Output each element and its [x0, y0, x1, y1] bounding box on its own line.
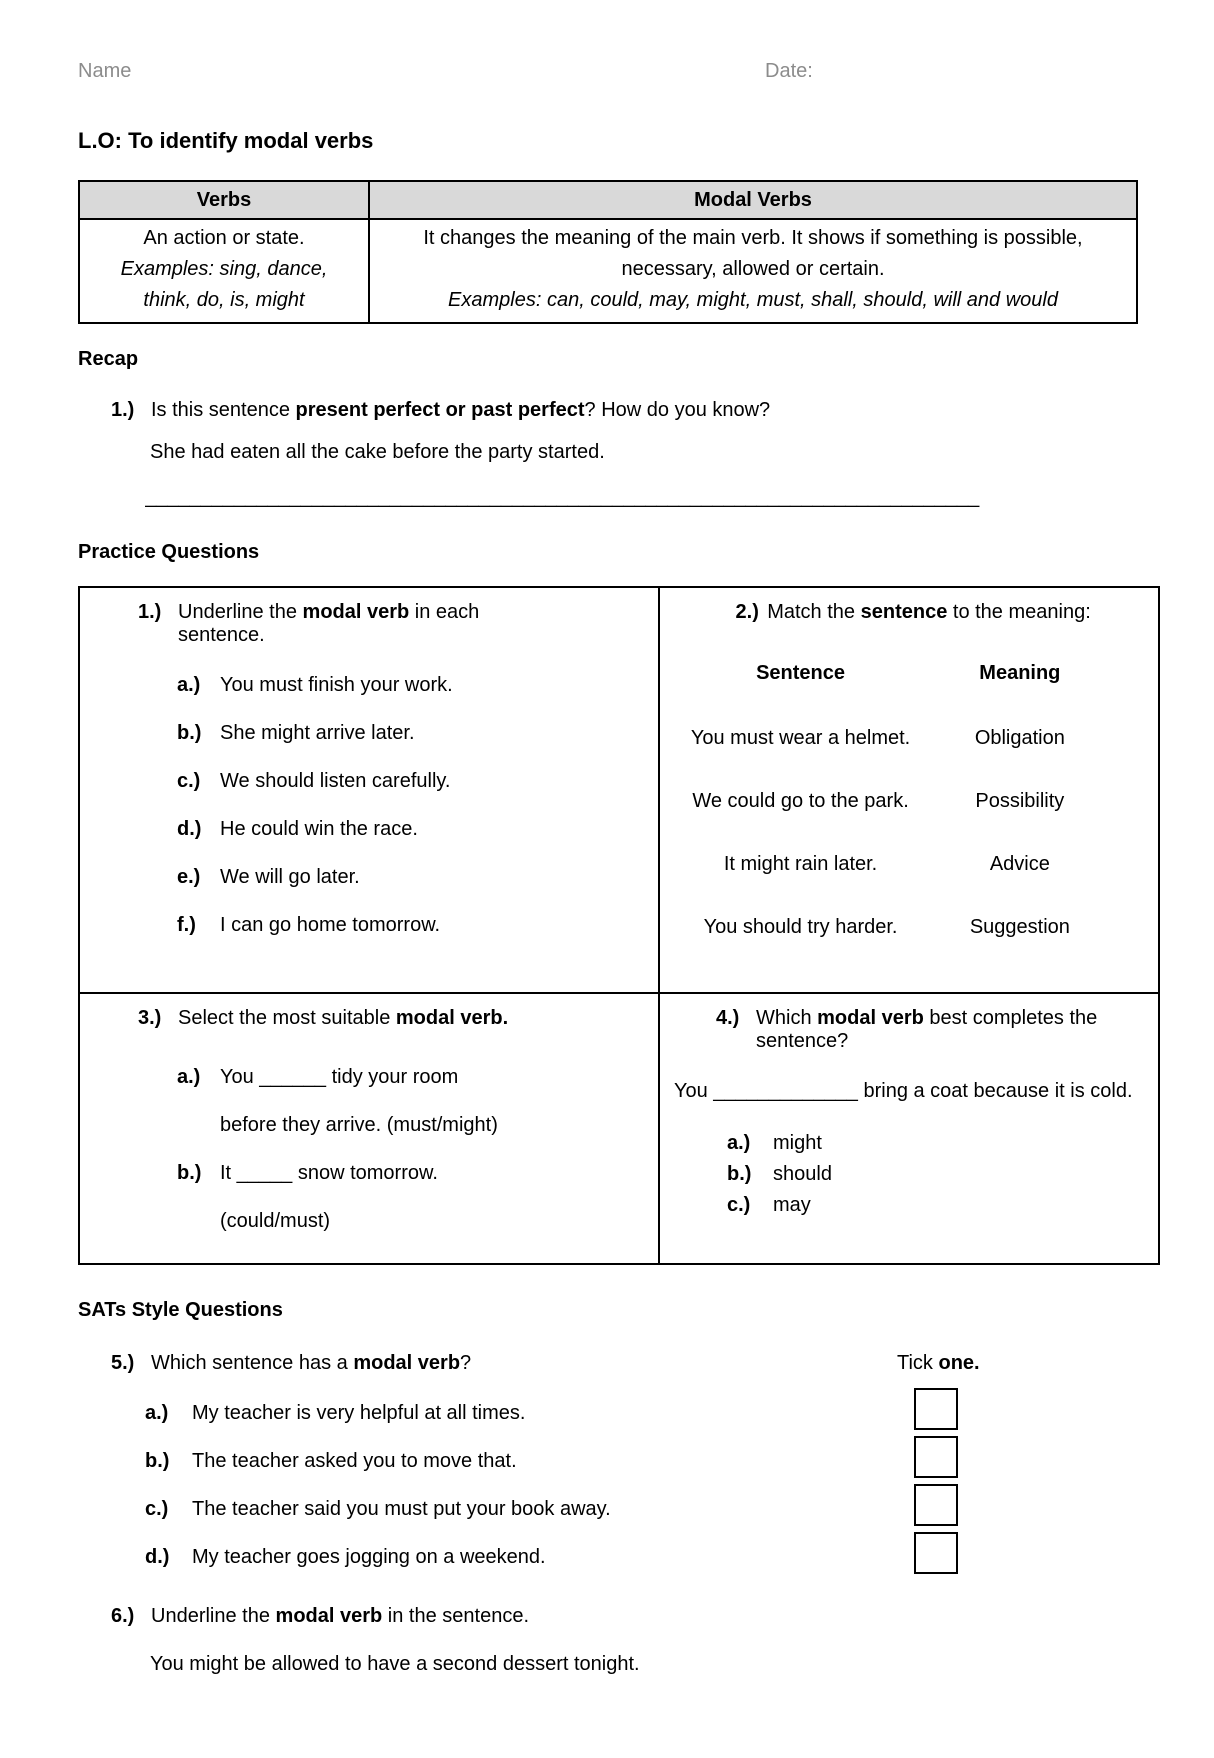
option-label: c.) [727, 1194, 751, 1216]
definition-table-header-row [79, 181, 1137, 219]
option-label: b.) [727, 1163, 752, 1185]
sats-q5-options [78, 1401, 1138, 1571]
option-label: d.) [145, 1546, 170, 1568]
verbs-examples-line1: Examples: sing, dance, [120, 258, 328, 280]
practice-q1-options [177, 674, 648, 936]
option-text: We should listen carefully. [220, 770, 451, 792]
practice-q4-bold: modal verb [817, 1007, 924, 1029]
option-label: b.) [177, 1162, 202, 1184]
option-text: She might arrive later. [220, 722, 415, 744]
practice-q2-number: 2.) [735, 601, 759, 623]
option-text: It _____ snow tomorrow. [220, 1162, 438, 1184]
match-meaning: Possibility [975, 790, 1065, 812]
practice-q4-options [727, 1128, 1150, 1221]
option-text: You must finish your work. [220, 674, 453, 696]
sats-q5-post: ? [460, 1352, 472, 1374]
date-label: Date: [765, 60, 813, 82]
match-meaning: Advice [989, 853, 1050, 875]
practice-q1-pre: Underline the [178, 601, 303, 623]
verbs-description: An action or state. [143, 227, 305, 249]
tick-pre: Tick [897, 1352, 939, 1374]
list-item [727, 1190, 1150, 1221]
match-meaning: Obligation [974, 727, 1065, 749]
practice-q4-cell [659, 993, 1159, 1264]
sats-q5-number: 5.) [111, 1352, 135, 1374]
practice-q4-fill-sentence: You _____________ bring a coat because it is cold. [674, 1080, 1133, 1102]
practice-q2-column-headers [668, 662, 1150, 685]
practice-q4-number: 4.) [716, 1007, 740, 1029]
practice-q4-title [716, 1007, 1150, 1030]
option-label: a.) [727, 1132, 751, 1154]
option-text: My teacher goes jogging on a weekend. [192, 1546, 546, 1568]
practice-heading: Practice Questions [78, 541, 260, 563]
list-item [177, 674, 648, 696]
practice-q3-pre: Select the most suitable [178, 1007, 396, 1029]
option-text: He could win the race. [220, 818, 418, 840]
match-sentence: It might rain later. [723, 853, 878, 875]
option-text: The teacher asked you to move that. [192, 1450, 517, 1472]
practice-q3-number: 3.) [138, 1007, 162, 1029]
recap-question-bold: present perfect or past perfect [295, 399, 585, 421]
option-text: might [773, 1132, 822, 1154]
practice-q4-post: best completes the [923, 1007, 1098, 1029]
practice-q1-title-line2: sentence. [178, 624, 265, 646]
sats-q6-title [78, 1605, 1138, 1628]
list-item [177, 1162, 648, 1184]
sats-q6-pre: Underline the [151, 1605, 276, 1627]
definition-table [78, 180, 1138, 324]
sats-q6-bold: modal verb [275, 1605, 383, 1627]
tick-bold: one. [938, 1352, 980, 1374]
option-label: d.) [177, 818, 202, 840]
match-row [668, 725, 1150, 752]
match-row [668, 914, 1150, 941]
practice-q1-post: in each [409, 601, 480, 623]
practice-table [78, 586, 1160, 1265]
match-meaning: Suggestion [969, 916, 1070, 938]
option-text: My teacher is very helpful at all times. [192, 1402, 526, 1424]
sats-heading: SATs Style Questions [78, 1299, 283, 1321]
option-text-line2: before they arrive. (must/might) [220, 1114, 498, 1136]
column-header-meaning: Meaning [979, 662, 1061, 684]
tick-checkbox[interactable] [914, 1436, 958, 1478]
list-item [177, 914, 648, 936]
practice-q2-bold: sentence [860, 601, 948, 623]
modal-verbs-examples: Examples: can, could, may, might, must, shall, should, will and would [448, 289, 1058, 311]
recap-question-pre: Is this sentence [151, 399, 296, 421]
list-item [78, 1497, 1138, 1523]
def-col-header-modal-verbs: Modal Verbs [369, 181, 1137, 219]
def-cell-modal-verbs [369, 219, 1137, 323]
answer-line: ___________________________________________________________________________ [145, 486, 980, 508]
practice-q3-cell [79, 993, 659, 1264]
option-text: I can go home tomorrow. [220, 914, 441, 936]
definition-table-body-row [79, 219, 1137, 323]
list-item [78, 1449, 1138, 1475]
sats-q6-number: 6.) [111, 1605, 135, 1627]
sats-q6-sentence: You might be allowed to have a second dessert tonight. [150, 1653, 640, 1675]
practice-q3-title [138, 1007, 648, 1030]
name-date-row [78, 60, 1138, 84]
sats-q5-title [78, 1352, 1138, 1375]
option-text: may [773, 1194, 811, 1216]
option-label: f.) [177, 914, 196, 936]
option-label: c.) [145, 1498, 169, 1520]
match-sentence: You must wear a helmet. [690, 727, 911, 749]
list-item [177, 866, 648, 888]
recap-question-number: 1.) [111, 399, 135, 421]
practice-q1-cell [79, 587, 659, 993]
option-label: a.) [177, 1066, 201, 1088]
modal-verbs-description: It changes the meaning of the main verb. It shows if something is possible, necessary, allowed or certain. [423, 227, 1083, 280]
practice-q1-bold: modal verb [302, 601, 410, 623]
sats-q5-pre: Which sentence has a [151, 1352, 354, 1374]
option-text: You ______ tidy your room [220, 1066, 459, 1088]
practice-q2-pre: Match the [767, 601, 861, 623]
option-label: e.) [177, 866, 201, 888]
practice-q4-title-line2: sentence? [756, 1030, 849, 1052]
list-item [727, 1159, 1150, 1190]
list-item [78, 1545, 1138, 1571]
option-label: a.) [177, 674, 201, 696]
practice-q4-pre: Which [756, 1007, 818, 1029]
tick-one-label [897, 1352, 980, 1375]
practice-q1-title [138, 601, 648, 624]
option-text: The teacher said you must put your book away. [192, 1498, 611, 1520]
match-sentence: We could go to the park. [692, 790, 909, 812]
option-text: should [773, 1163, 832, 1185]
def-col-header-verbs: Verbs [79, 181, 369, 219]
verbs-examples-line2: think, do, is, might [143, 289, 305, 311]
option-label: a.) [145, 1402, 169, 1424]
sats-q5-bold: modal verb [353, 1352, 461, 1374]
list-item [78, 1401, 1138, 1427]
name-label: Name [78, 60, 132, 82]
practice-q3-options [177, 1066, 648, 1232]
option-label: b.) [145, 1450, 170, 1472]
option-text-line2: (could/must) [220, 1210, 331, 1232]
column-header-sentence: Sentence [756, 662, 846, 684]
match-row [668, 851, 1150, 878]
option-label: b.) [177, 722, 202, 744]
tick-checkbox[interactable] [914, 1388, 958, 1430]
practice-q1-number: 1.) [138, 601, 162, 623]
practice-q2-cell [659, 587, 1159, 993]
list-item [727, 1128, 1150, 1159]
list-item [177, 818, 648, 840]
def-cell-verbs [79, 219, 369, 323]
list-item [177, 722, 648, 744]
match-sentence: You should try harder. [703, 916, 898, 938]
practice-q3-bold: modal verb. [395, 1007, 509, 1029]
option-label: c.) [177, 770, 201, 792]
list-item [177, 770, 648, 792]
tick-checkbox[interactable] [914, 1484, 958, 1526]
practice-q2-post: to the meaning: [947, 601, 1091, 623]
sats-q6-post: in the sentence. [382, 1605, 530, 1627]
page-title: L.O: To identify modal verbs [78, 128, 374, 153]
recap-heading: Recap [78, 348, 139, 370]
option-text: We will go later. [220, 866, 360, 888]
recap-question [78, 399, 1138, 422]
practice-q2-title [668, 601, 1150, 624]
list-item [177, 1066, 648, 1088]
tick-checkbox[interactable] [914, 1532, 958, 1574]
recap-question-post: ? How do you know? [584, 399, 771, 421]
match-row [668, 788, 1150, 815]
recap-sentence: She had eaten all the cake before the party started. [150, 441, 605, 463]
